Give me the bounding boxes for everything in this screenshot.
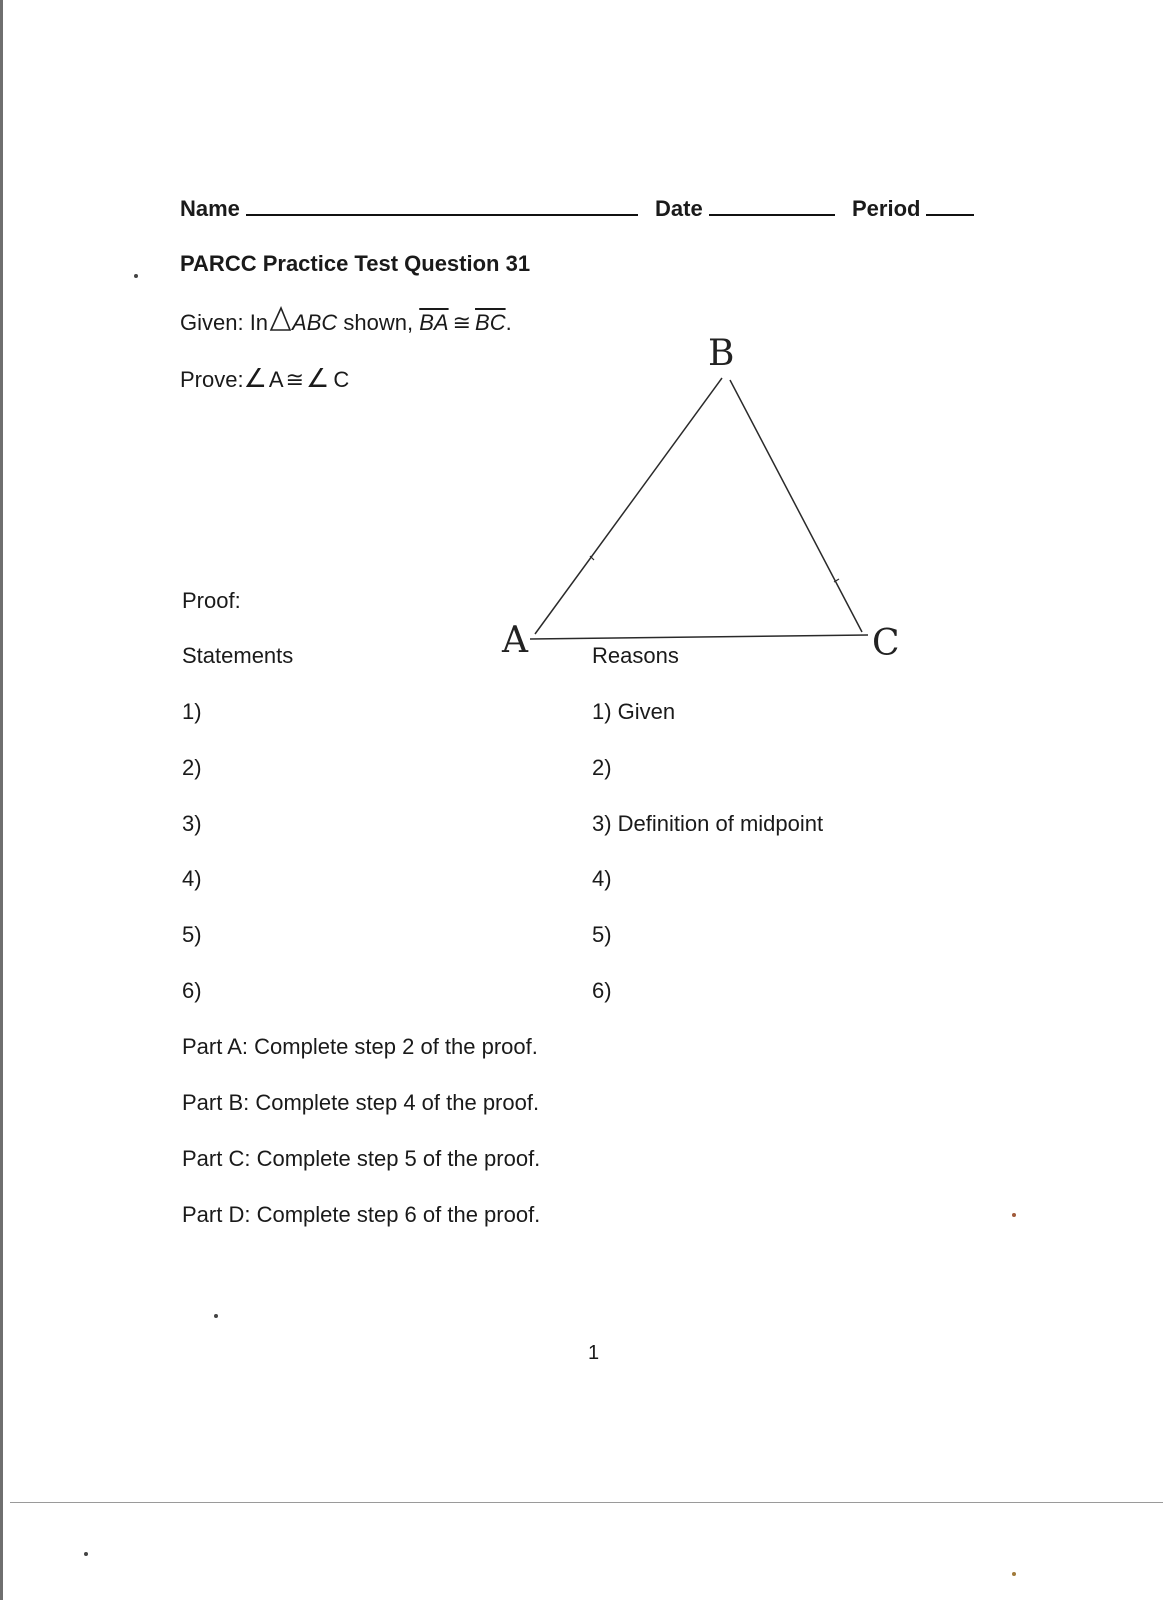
reason-row: 1) Given <box>592 699 676 724</box>
scan-speck <box>1012 1213 1016 1217</box>
part-d-instruction: Part D: Complete step 6 of the proof. <box>182 1202 541 1227</box>
congruent-symbol: ≅ <box>452 310 472 335</box>
question-title: PARCC Practice Test Question 31 <box>180 251 531 276</box>
angle-symbol-icon: ∠ <box>243 363 267 393</box>
reason-row: 2) <box>592 755 612 780</box>
scan-speck <box>134 274 138 278</box>
reason-row: 5) <box>592 922 612 947</box>
reasons-header: Reasons <box>592 643 679 668</box>
reason-row: 6) <box>592 978 612 1003</box>
given-statement <box>180 310 512 334</box>
name-blank[interactable] <box>246 200 638 216</box>
period-label: Period <box>852 196 921 221</box>
date-field <box>655 198 843 220</box>
period-field <box>852 198 982 220</box>
prove-angle-a: A <box>268 367 284 392</box>
scan-speck <box>84 1552 88 1556</box>
vertex-label-a: A <box>502 620 528 661</box>
proof-label: Proof: <box>182 588 241 613</box>
given-shown: shown, <box>337 310 420 335</box>
given-triangle-name: ABC <box>292 310 338 335</box>
statement-row: 6) <box>182 978 202 1003</box>
segment-bc: $\overline{BC}$ <box>475 310 506 335</box>
scan-speck <box>1012 1572 1016 1576</box>
angle-symbol-icon: ∠ <box>306 363 330 393</box>
statement-row: 5) <box>182 922 202 947</box>
tick-mark-bc <box>834 579 839 582</box>
prove-prefix: Prove: <box>180 367 244 392</box>
statements-header: Statements <box>182 643 294 668</box>
side-bc <box>730 380 862 632</box>
prove-congruent-symbol: ≅ <box>285 367 305 392</box>
side-ab <box>535 378 722 634</box>
scan-bottom-rule <box>10 1502 1163 1503</box>
side-ac <box>530 635 868 639</box>
statement-row: 1) <box>182 699 202 724</box>
page-number: 1 <box>588 1342 600 1364</box>
tick-mark-ab <box>590 556 594 560</box>
name-field <box>180 198 646 220</box>
statement-row: 3) <box>182 811 202 836</box>
date-label: Date <box>655 196 703 221</box>
name-label: Name <box>180 196 240 221</box>
triangle-symbol-icon <box>268 310 292 332</box>
reason-row: 4) <box>592 866 612 891</box>
page-scan-edge <box>0 0 3 1600</box>
prove-angle-c: C <box>333 367 350 392</box>
scan-speck <box>214 1314 218 1318</box>
prove-statement <box>180 365 349 391</box>
segment-ba: $\overline{BA}$ <box>419 310 449 335</box>
part-a-instruction: Part A: Complete step 2 of the proof. <box>182 1034 538 1059</box>
given-prefix: Given: In <box>180 310 269 335</box>
statement-row: 4) <box>182 866 202 891</box>
vertex-label-c: C <box>872 623 900 664</box>
part-b-instruction: Part B: Complete step 4 of the proof. <box>182 1090 540 1115</box>
part-c-instruction: Part C: Complete step 5 of the proof. <box>182 1146 541 1171</box>
statement-row: 2) <box>182 755 202 780</box>
date-blank[interactable] <box>709 200 835 216</box>
period-blank[interactable] <box>926 200 974 216</box>
given-end: . <box>505 310 512 335</box>
reason-row: 3) Definition of midpoint <box>592 811 824 836</box>
vertex-label-b: B <box>708 333 735 374</box>
